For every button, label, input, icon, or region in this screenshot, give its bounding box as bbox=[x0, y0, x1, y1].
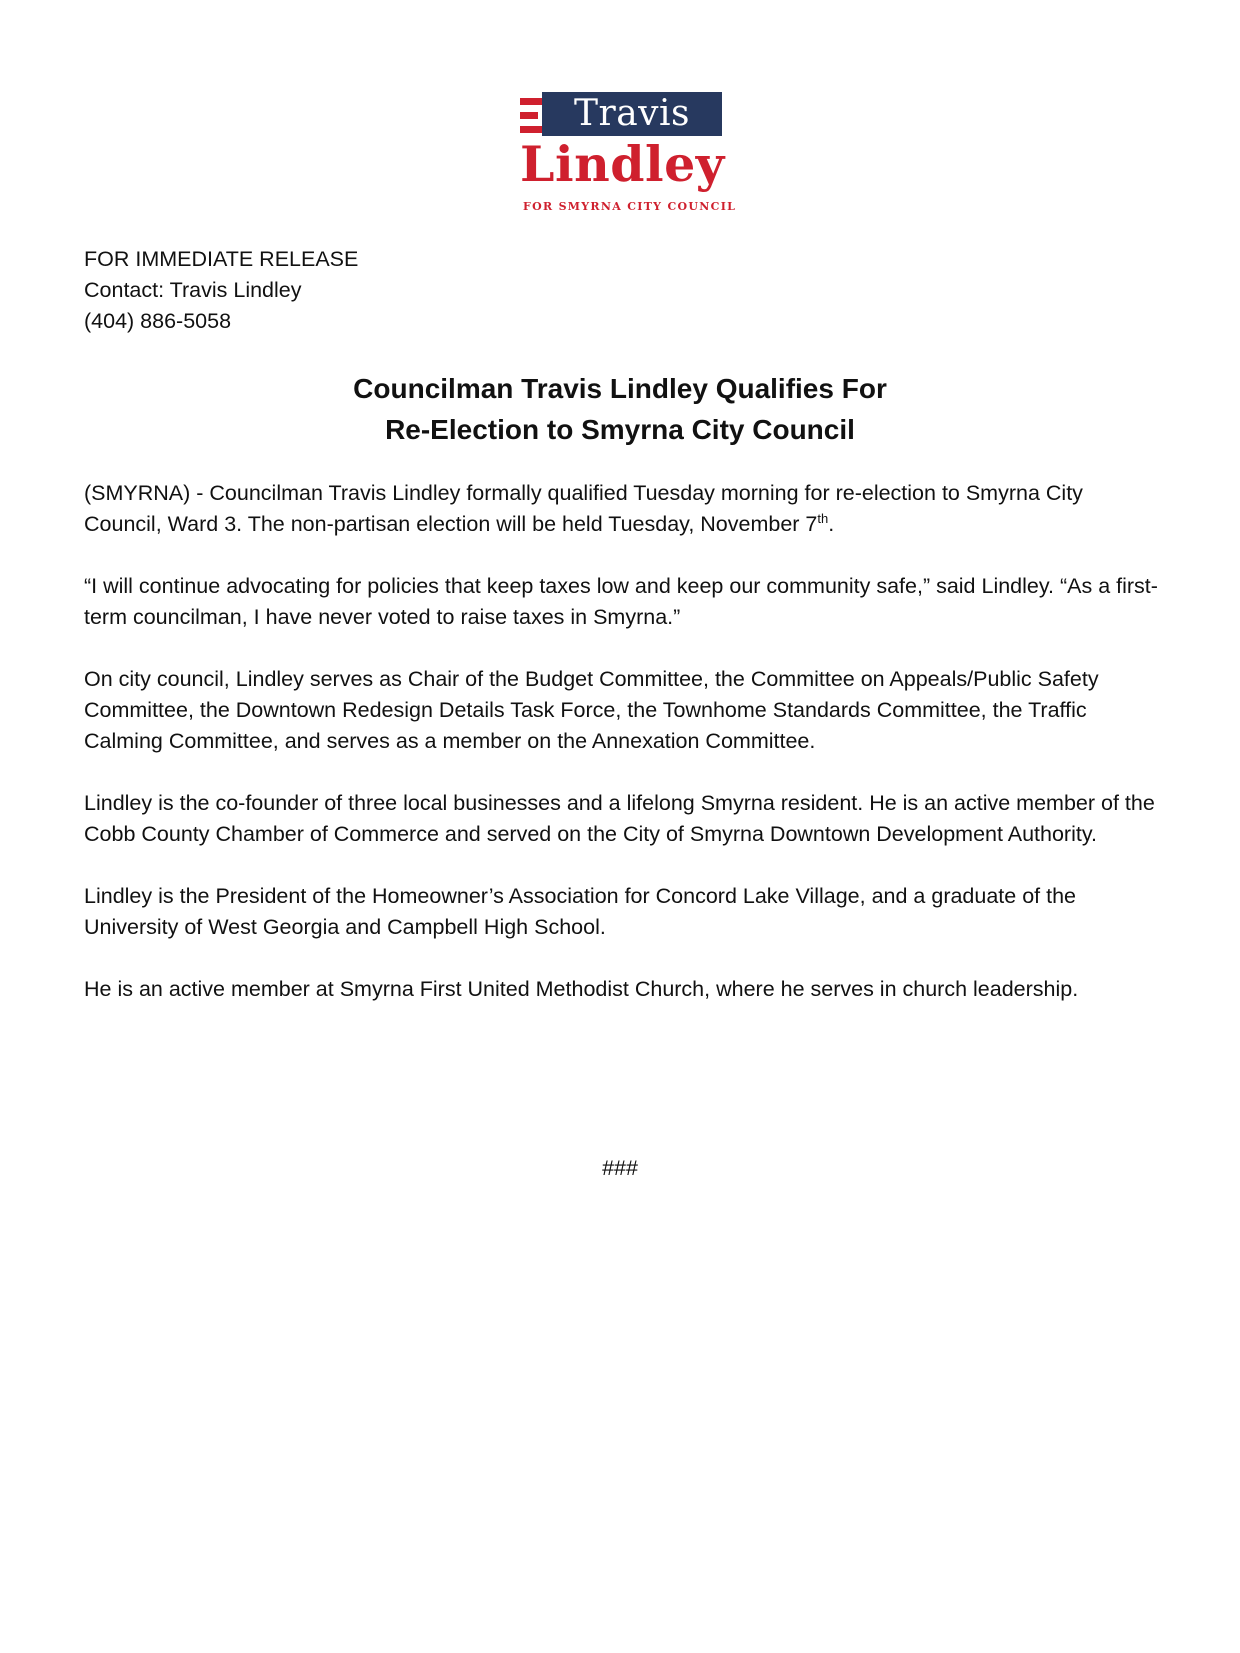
paragraph-announcement-text: (SMYRNA) - Councilman Travis Lindley formally qualified Tuesday morning for re-election to Smyrna City Council, Ward 3. The non-partisan election will be held Tuesday, November 7 bbox=[84, 481, 1083, 536]
campaign-logo bbox=[520, 92, 750, 217]
headline bbox=[0, 368, 1240, 450]
paragraph-business: Lindley is the co-founder of three local businesses and a lifelong Smyrna resident. He is an active member of the Cobb County Chamber of Commerce and served on the City of Smyrna Downtown Development Authority. bbox=[84, 791, 1155, 846]
paragraph-announcement-end: . bbox=[828, 512, 835, 536]
logo-last-name: Lindley bbox=[520, 135, 725, 193]
headline-line-1: Councilman Travis Lindley Qualifies For bbox=[353, 373, 887, 404]
body-text bbox=[84, 478, 1164, 1036]
end-mark: ### bbox=[602, 1156, 638, 1180]
logo-tagline: FOR SMYRNA CITY COUNCIL bbox=[523, 200, 737, 213]
release-info bbox=[84, 244, 358, 337]
release-label: FOR IMMEDIATE RELEASE bbox=[84, 247, 359, 271]
paragraph-church: He is an active member at Smyrna First United Methodist Church, where he serves in church leadership. bbox=[84, 977, 1079, 1001]
release-contact: Contact: Travis Lindley bbox=[84, 278, 302, 302]
paragraph-committees: On city council, Lindley serves as Chair of the Budget Committee, the Committee on Appeals/Public Safety Committee, the Downtown Redesign Details Task Force, the Townhome Standards Committee, the Traffic Calming Committee, and serves as a member on the Annexation Committee. bbox=[84, 667, 1099, 753]
paragraph-announcement bbox=[84, 478, 1164, 540]
ordinal-suffix: th bbox=[817, 510, 829, 526]
paragraph-quote: “I will continue advocating for policies that keep taxes low and keep our community safe,” said Lindley. “As a first-term councilman, I have never voted to raise taxes in Smyrna.” bbox=[84, 574, 1158, 629]
logo-first-name: Travis bbox=[542, 92, 722, 136]
release-phone: (404) 886-5058 bbox=[84, 309, 232, 333]
paragraph-education: Lindley is the President of the Homeowner’s Association for Concord Lake Village, and a graduate of the University of West Georgia and Campbell High School. bbox=[84, 884, 1077, 939]
headline-line-2: Re-Election to Smyrna City Council bbox=[385, 414, 855, 445]
